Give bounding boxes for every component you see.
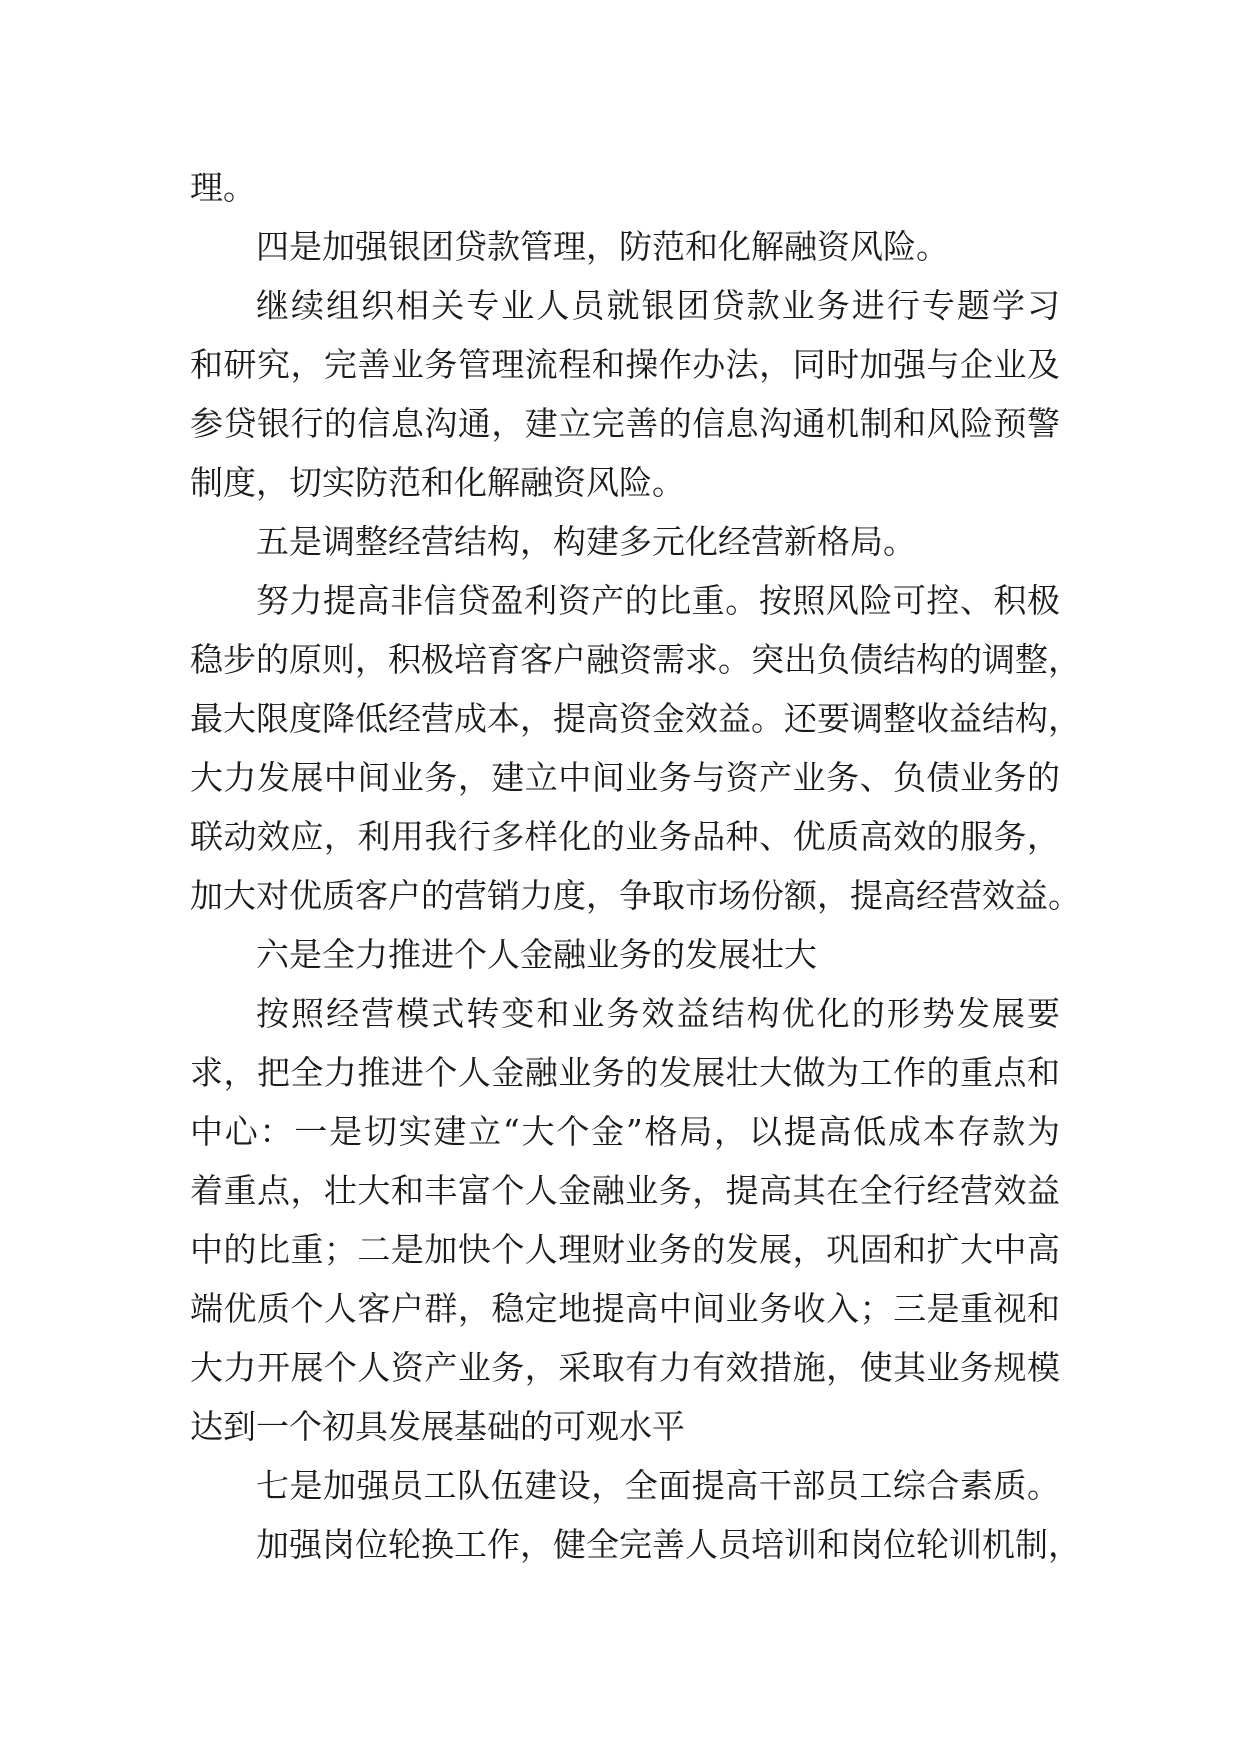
text-line: 达到一个初具发展基础的可观水平: [190, 1407, 685, 1446]
text-line: 着重点，壮大和丰富个人金融业务，提高其在全行经营效益: [190, 1171, 1060, 1210]
text-line: 努力提高非信贷盈利资产的比重。按照风险可控、积极: [256, 581, 1060, 620]
text-line: 联动效应，利用我行多样化的业务品种、优质高效的服务，: [190, 817, 1060, 856]
text-line: 大力开展个人资产业务，采取有力有效措施，使其业务规模: [190, 1348, 1060, 1387]
text-line: 最大限度降低经营成本，提高资金效益。还要调整收益结构，: [190, 699, 1081, 738]
text-line: 求，把全力推进个人金融业务的发展壮大做为工作的重点和: [190, 1053, 1060, 1092]
text-line: 六是全力推进个人金融业务的发展壮大: [256, 935, 817, 974]
text-line: 加强岗位轮换工作，健全完善人员培训和岗位轮训机制，: [256, 1525, 1081, 1564]
text-line: 四是加强银团贷款管理，防范和化解融资风险。: [256, 227, 949, 266]
body-text: [190, 158, 1081, 1574]
text-line: 七是加强员工队伍建设，全面提高干部员工综合素质。: [256, 1466, 1060, 1505]
text-line: 参贷银行的信息沟通，建立完善的信息沟通机制和风险预警: [190, 404, 1060, 443]
text-line: 端优质个人客户群，稳定地提高中间业务收入；三是重视和: [190, 1289, 1060, 1328]
text-line: 和研究，完善业务管理流程和操作办法，同时加强与企业及: [190, 345, 1060, 384]
text-line: 稳步的原则，积极培育客户融资需求。突出负债结构的调整，: [190, 640, 1081, 679]
text-line: 中心：一是切实建立“大个金”格局，以提高低成本存款为: [190, 1112, 1060, 1151]
text-line: 理。: [190, 168, 256, 207]
text-line: 制度，切实防范和化解融资风险。: [190, 463, 685, 502]
text-line: 大力发展中间业务，建立中间业务与资产业务、负债业务的: [190, 758, 1060, 797]
text-line: 按照经营模式转变和业务效益结构优化的形势发展要: [256, 994, 1060, 1033]
text-line: 五是调整经营结构，构建多元化经营新格局。: [256, 522, 916, 561]
text-line: 中的比重；二是加快个人理财业务的发展，巩固和扩大中高: [190, 1230, 1060, 1269]
text-line: 继续组织相关专业人员就银团贷款业务进行专题学习: [256, 286, 1060, 325]
text-line: 加大对优质客户的营销力度，争取市场份额，提高经营效益。: [190, 876, 1081, 915]
